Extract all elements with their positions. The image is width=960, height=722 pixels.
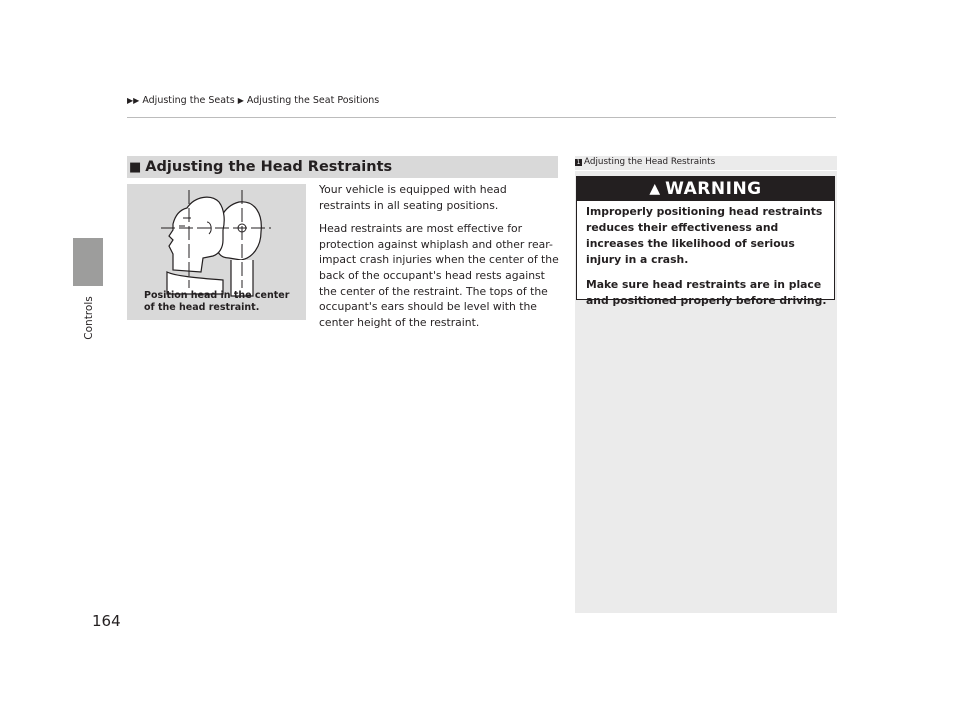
breadcrumb-item-seat-positions[interactable]: Adjusting the Seat Positions <box>246 95 380 106</box>
breadcrumb-item-seats[interactable]: Adjusting the Seats <box>142 95 235 106</box>
section-title: Adjusting the Head Restraints <box>145 159 393 175</box>
chapter-tab <box>73 238 103 286</box>
body-text <box>319 182 559 338</box>
warning-header <box>577 177 834 201</box>
page-number: 164 <box>92 612 121 630</box>
warning-box <box>576 176 835 307</box>
warning-text <box>586 204 831 318</box>
header-rule <box>127 117 836 118</box>
warning-paragraph-2: Make sure head restraints are in place and positioned properly before driving. <box>586 278 827 307</box>
body-paragraph-1: Your vehicle is equipped with head restraints in all seating positions. <box>319 183 507 212</box>
square-bullet-icon: ■ <box>129 159 142 175</box>
head-restraint-illustration <box>127 184 306 320</box>
side-note-heading <box>575 157 837 171</box>
arrow-icon: ▶ <box>237 96 244 105</box>
side-note-panel <box>575 156 837 613</box>
warning-paragraph-1: Improperly positioning head restraints reduces their effectiveness and increases the likelihood of serious injury in a crash. <box>586 205 823 266</box>
warning-title: WARNING <box>665 179 762 199</box>
section-heading-bar <box>127 156 558 178</box>
warning-triangle-icon: ▲ <box>649 181 661 197</box>
body-paragraph-2: Head restraints are most effective for protection against whiplash and other rear-impact crash injuries when the center of the back of the occupant's head rests against the center of the restraint. The tops of the occupant's ears should be level with the center height of the restraint. <box>319 222 559 329</box>
chapter-label: Controls <box>83 296 95 340</box>
figure-caption: Position head in the center of the head restraint. <box>144 290 290 313</box>
note-marker-icon: 1 <box>576 158 581 166</box>
double-arrow-icon: ▶▶ <box>127 96 140 105</box>
side-note-heading-text: Adjusting the Head Restraints <box>584 157 716 167</box>
breadcrumb <box>127 95 379 106</box>
